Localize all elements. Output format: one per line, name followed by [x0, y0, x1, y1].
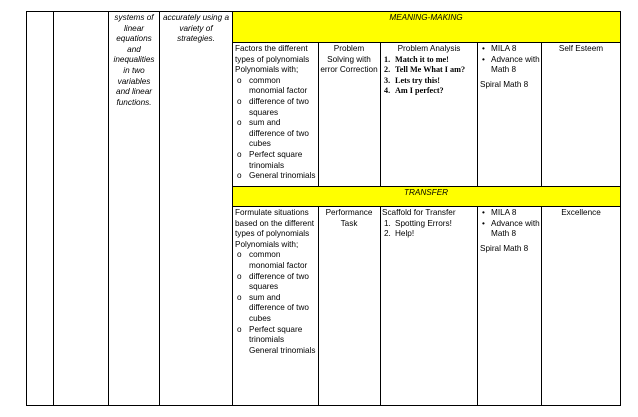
transfer-resources-list	[480, 208, 540, 240]
list-item: o difference of two squares	[235, 97, 317, 118]
transfer-resources	[480, 208, 540, 254]
column-divider	[380, 42, 381, 186]
column-divider	[53, 11, 54, 405]
table-border-bottom	[26, 405, 621, 406]
list-item: • MILA 8	[480, 44, 540, 55]
column-divider	[477, 42, 478, 186]
list-item: • MILA 8	[480, 208, 540, 219]
list-item: 2. Help!	[384, 229, 415, 239]
column-divider	[232, 11, 233, 405]
list-item: o difference of two squares	[235, 272, 317, 293]
transfer-content-trailing: General trinomials	[249, 345, 316, 355]
list-item: 3. Lets try this!	[384, 75, 441, 85]
transfer-content-intro: Formulate situations based on the different types of polynomials Polynomials with;	[235, 208, 315, 249]
list-item: 1. Spotting Errors!	[384, 218, 452, 228]
column-divider	[318, 206, 319, 405]
competency-text: systems of linear equations and inequalities in two variables and linear functions.	[113, 13, 155, 107]
row-divider	[232, 186, 621, 187]
transfer-content-list	[235, 250, 317, 345]
transfer-content	[235, 208, 317, 356]
list-item: o sum and difference of two cubes	[235, 118, 317, 150]
transfer-resources-extra: Spiral Math 8	[480, 243, 529, 253]
list-item: o Perfect square trinomials	[235, 150, 317, 171]
list-item: • Advance with Math 8	[480, 219, 540, 240]
transfer-banner-label: TRANSFER	[403, 188, 449, 197]
meaning-resources-extra: Spiral Math 8	[480, 79, 529, 89]
transfer-activities-list	[382, 219, 476, 240]
column-divider	[159, 11, 160, 405]
meaning-activities-list	[382, 55, 476, 97]
meaning-strategy: Problem Solving with error Correction	[320, 44, 378, 75]
transfer-activities	[382, 208, 476, 240]
meaning-content	[235, 44, 317, 182]
list-item: 1. Match it to me!	[384, 54, 449, 64]
meaning-activities-title: Problem Analysis	[397, 44, 461, 53]
list-item: o sum and difference of two cubes	[235, 293, 317, 325]
list-item: o Perfect square trinomials	[235, 325, 317, 346]
column-divider	[541, 42, 542, 186]
list-item: o common monomial factor	[235, 250, 317, 271]
transfer-strategy: Performance Task	[325, 208, 373, 228]
column-divider	[26, 11, 27, 405]
meaning-content-intro: Factors the different types of polynomials Polynomials with;	[235, 44, 310, 75]
meaning-activities	[382, 44, 476, 97]
meaning-value: Self Esteem	[558, 44, 604, 53]
list-item: 4. Am I perfect?	[384, 86, 444, 96]
list-item: o common monomial factor	[235, 76, 317, 97]
transfer-activities-title: Scaffold for Transfer	[382, 208, 456, 217]
list-item: • Advance with Math 8	[480, 55, 540, 76]
column-divider	[620, 11, 621, 405]
column-divider	[541, 206, 542, 405]
list-item: 2. Tell Me What I am?	[384, 65, 466, 75]
standard-text: accurately using a variety of strategies.	[163, 13, 229, 44]
column-divider	[380, 206, 381, 405]
column-divider	[318, 42, 319, 186]
table-border-top	[26, 11, 621, 12]
meaning-content-list	[235, 76, 317, 182]
meaning-banner-label: MEANING-MAKING	[389, 13, 463, 22]
list-item: o General trinomials	[235, 171, 317, 182]
meaning-resources	[480, 44, 540, 90]
column-divider	[108, 11, 109, 405]
row-divider	[232, 42, 621, 43]
meaning-resources-list	[480, 44, 540, 76]
row-divider	[232, 206, 621, 207]
column-divider	[477, 206, 478, 405]
transfer-value: Excellence	[561, 208, 601, 217]
